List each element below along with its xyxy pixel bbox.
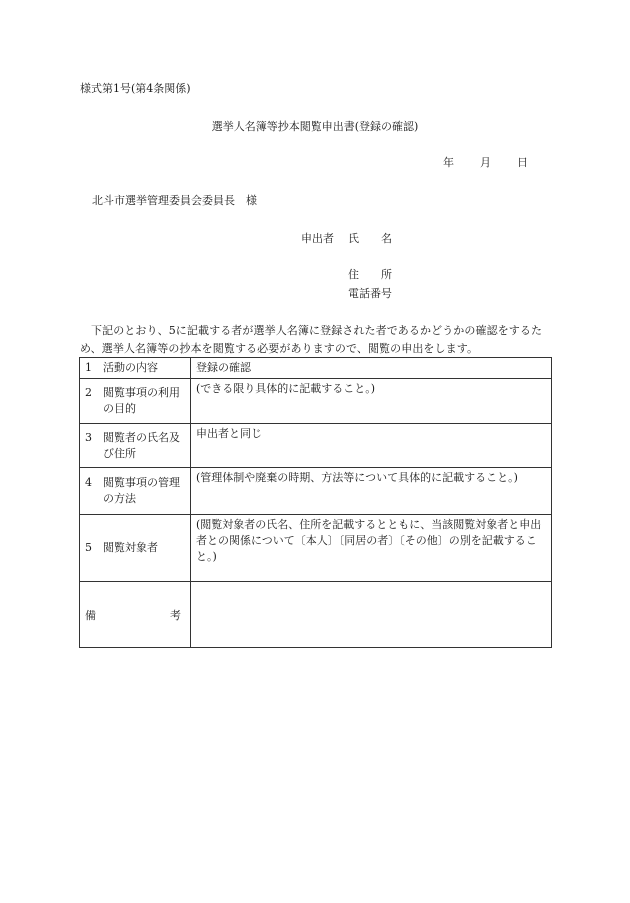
remarks-content xyxy=(191,582,552,648)
intro-paragraph: 下記のとおり、5に記載する者が選挙人名簿に登録された者であるかどうかの確認をするため、選挙人名簿等の抄本を閲覧する必要がありますので、閲覧の申出をします。 xyxy=(80,324,543,355)
applicant-tel-label: 電話番号 xyxy=(348,287,392,300)
remarks-header xyxy=(80,582,191,648)
applicant-address-label: 住 所 xyxy=(348,268,392,281)
row-label: 閲覧事項の管理の方法 xyxy=(103,476,180,505)
page-title: 選挙人名簿等抄本閲覧申出書(登録の確認) xyxy=(211,120,419,133)
row-header xyxy=(80,358,191,379)
row-number: 4 xyxy=(85,476,92,489)
form-number: 様式第1号(第4条関係) xyxy=(80,82,191,95)
row-number: 2 xyxy=(85,386,92,399)
table-row xyxy=(80,424,552,468)
remarks-row xyxy=(80,582,552,648)
row-content: (管理体制や廃棄の時期、方法等について具体的に記載すること。) xyxy=(191,468,552,515)
row-label: 閲覧者の氏名及び住所 xyxy=(103,430,180,460)
table-row xyxy=(80,515,552,582)
table-row xyxy=(80,379,552,424)
row-number: 3 xyxy=(85,430,92,444)
row-label: 閲覧事項の利用の目的 xyxy=(103,386,180,415)
remarks-label-right: 考 xyxy=(170,609,181,622)
date-month: 月 xyxy=(480,156,491,169)
remarks-label-left: 備 xyxy=(85,609,96,622)
row-header xyxy=(80,468,191,515)
row-number: 1 xyxy=(85,361,92,374)
date-day: 日 xyxy=(517,156,528,169)
date-year: 年 xyxy=(443,156,454,169)
application-table xyxy=(79,357,552,648)
date-line xyxy=(443,156,528,170)
row-content: 申出者と同じ xyxy=(191,424,552,468)
row-number: 5 xyxy=(85,541,92,554)
row-header xyxy=(80,424,191,468)
row-label: 活動の内容 xyxy=(103,361,158,374)
applicant-name-label: 氏 名 xyxy=(348,232,392,245)
row-content: (閲覧対象者の氏名、住所を記載するとともに、当該閲覧対象者と申出者との関係について〔本人〕〔同居の者〕〔その他〕の別を記載すること。) xyxy=(191,515,552,582)
row-content: 登録の確認 xyxy=(191,358,552,379)
row-header xyxy=(80,379,191,424)
row-header xyxy=(80,515,191,582)
row-content: (できる限り具体的に記載すること。) xyxy=(191,379,552,424)
addressee: 北斗市選挙管理委員会委員長 様 xyxy=(92,194,257,207)
table-row xyxy=(80,468,552,515)
row-label: 閲覧対象者 xyxy=(103,541,158,554)
table-row xyxy=(80,358,552,379)
applicant-label: 申出者 xyxy=(301,232,334,245)
